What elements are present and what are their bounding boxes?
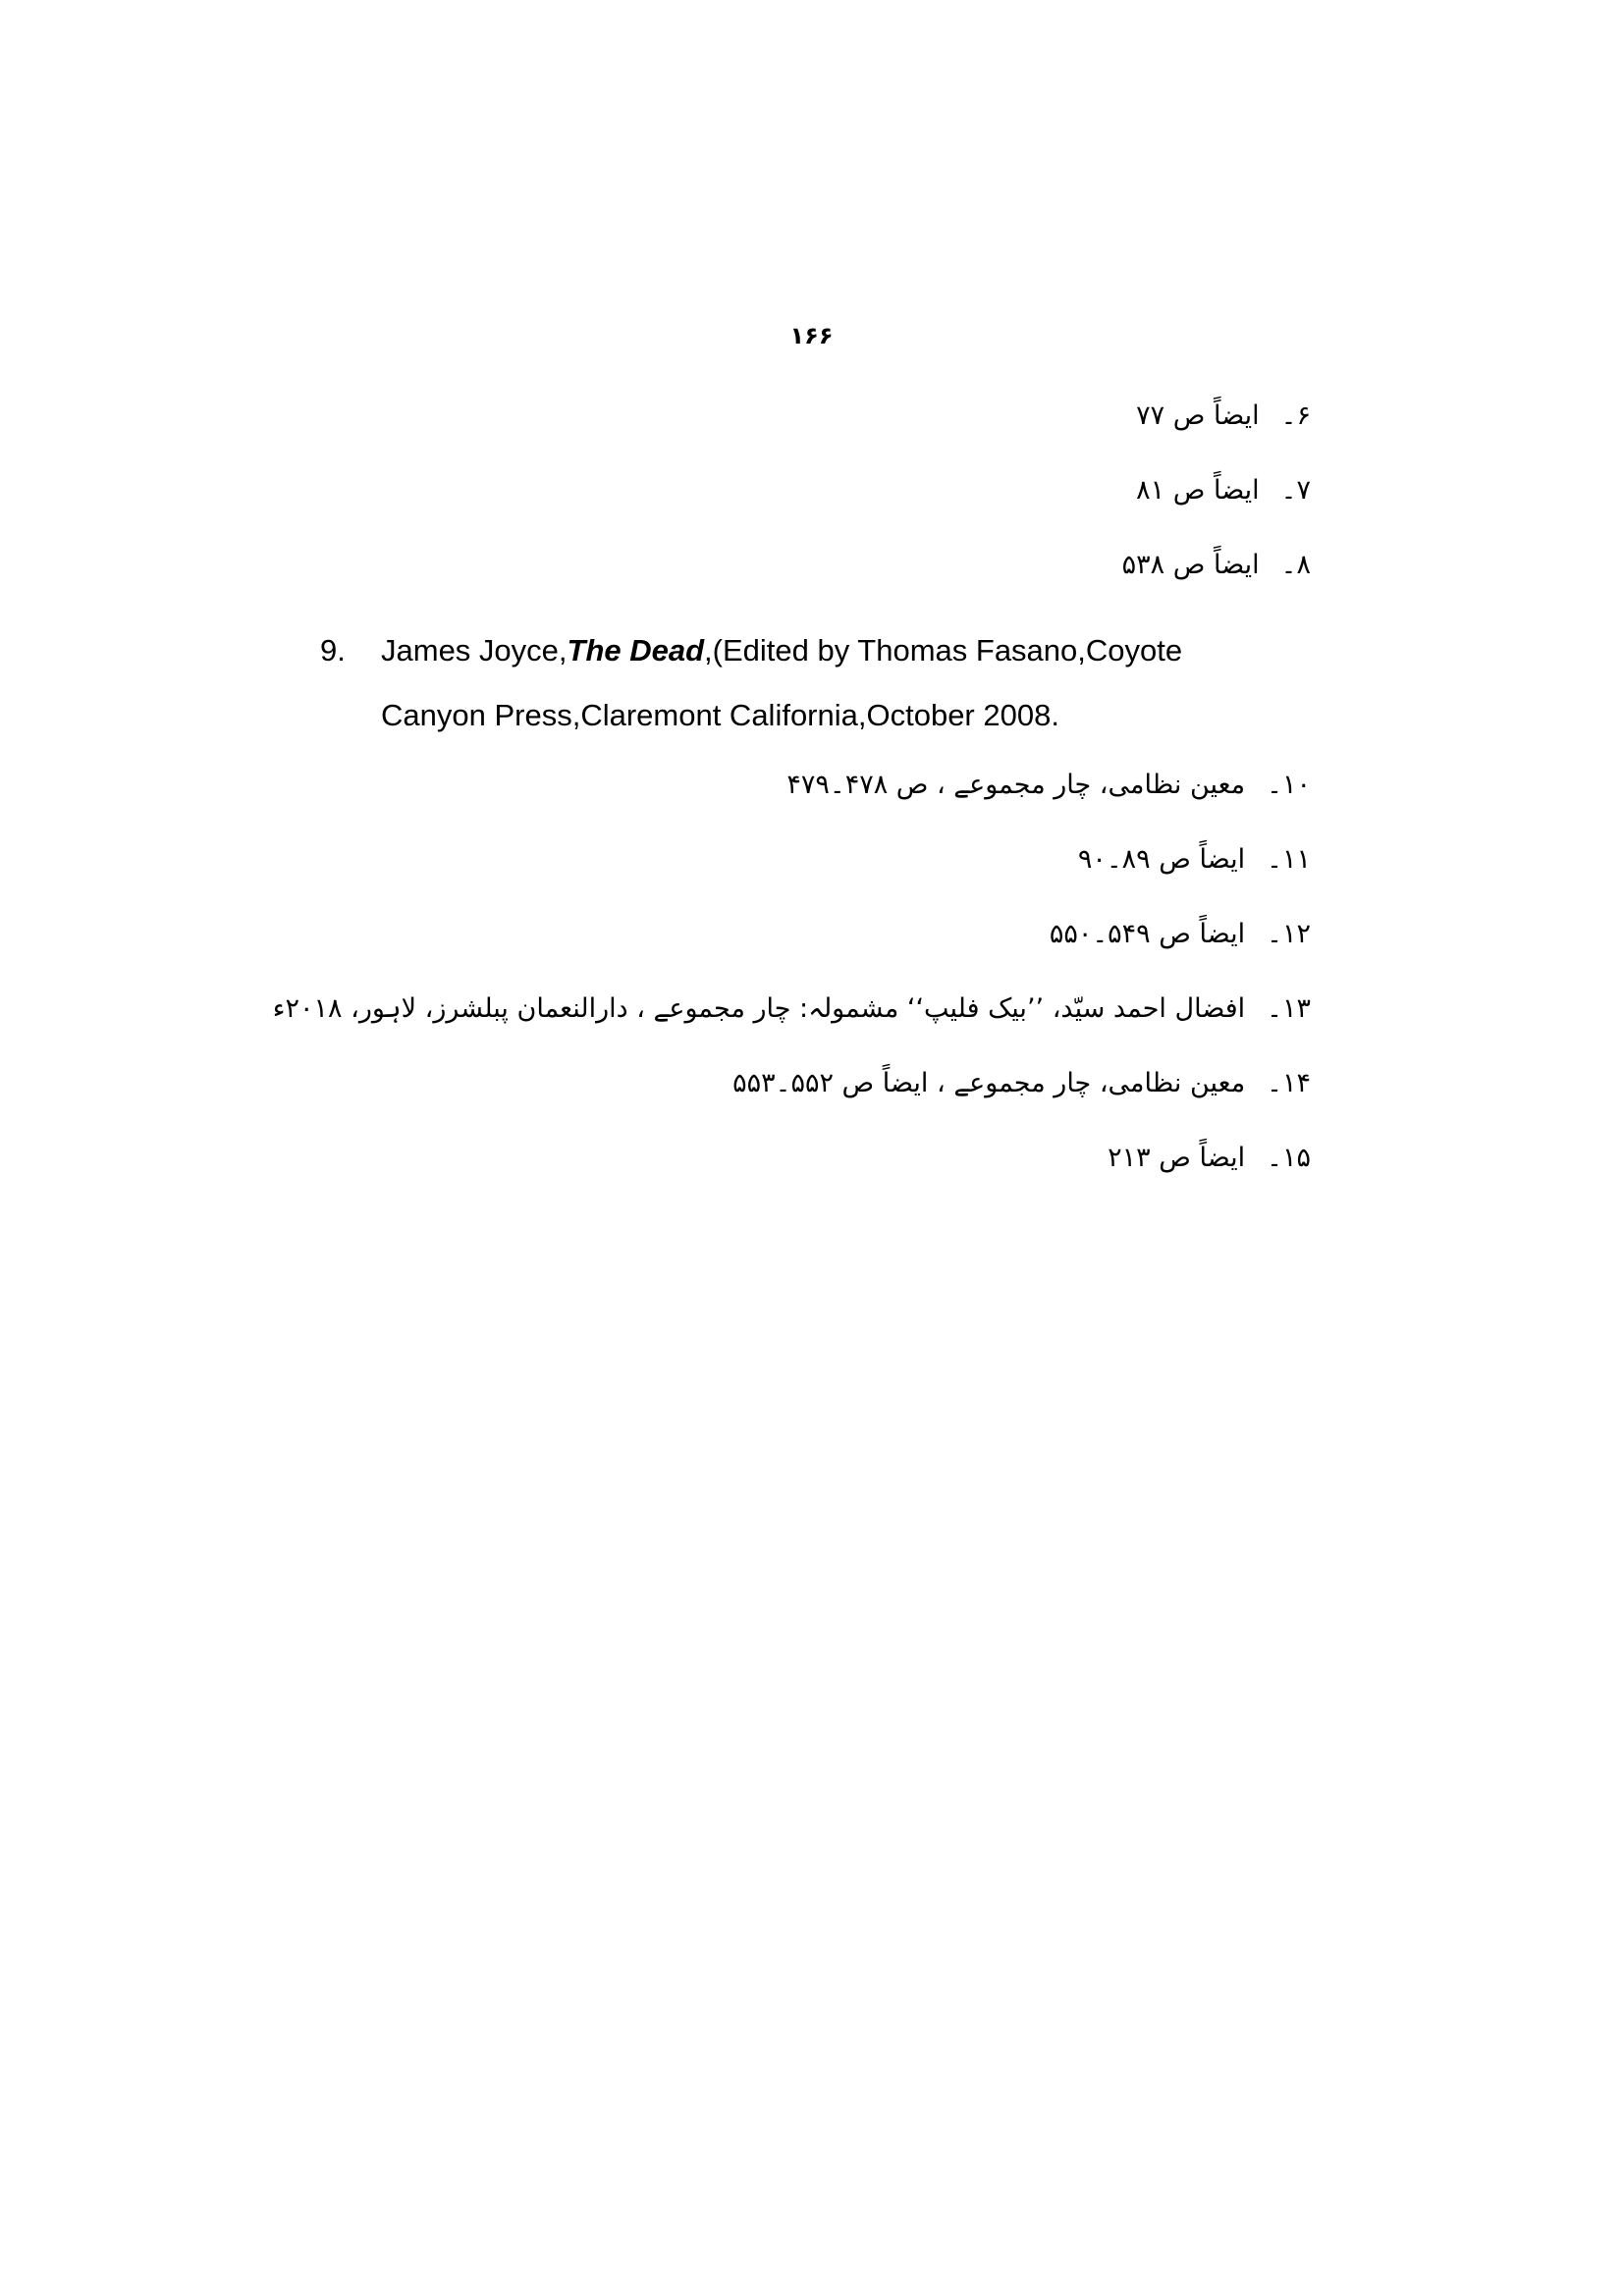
footnote-8: [1122, 546, 1311, 585]
footnote-number: ۱۰۔: [1267, 770, 1311, 800]
footnote-9: [320, 618, 1253, 748]
footnote-text: ایضاً ص ۸۱: [1136, 475, 1260, 506]
footnote-number: 9.: [320, 633, 346, 667]
footnote-number: ۱۱۔: [1267, 844, 1311, 875]
footnote-11: [1078, 840, 1311, 880]
footnote-14: [732, 1064, 1311, 1103]
footnote-text: ایضاً ص ۸۹۔۹۰: [1077, 844, 1246, 875]
page-number: ۱۶۶: [789, 322, 834, 349]
footnote-number: ۸۔: [1280, 550, 1311, 580]
footnote-9-line-1: [320, 618, 1253, 683]
footnote-number: ۷۔: [1280, 475, 1311, 506]
footnote-10: [786, 766, 1311, 805]
footnote-text: ایضاً ص ۵۴۹۔۵۵۰: [1049, 919, 1246, 949]
footnote-number: ۱۴۔: [1267, 1068, 1311, 1098]
footnote-7: [1136, 471, 1311, 510]
footnote-15: [1108, 1139, 1311, 1178]
footnote-9-line-2: Canyon Press,Claremont California,October 2008.: [381, 698, 1059, 732]
footnote-13: [273, 989, 1311, 1029]
footnote-6: [1136, 397, 1311, 436]
publication-details: ,(Edited by Thomas Fasano,Coyote: [704, 633, 1183, 667]
work-title: The Dead: [567, 633, 705, 667]
footnote-12: [1050, 915, 1311, 954]
author: James Joyce,: [381, 633, 568, 667]
footnote-text: معین نظامی، چار مجموعے ، ایضاً ص ۵۵۲۔۵۵۳: [732, 1068, 1246, 1098]
footnote-text: ایضاً ص ۲۱۳: [1108, 1143, 1246, 1173]
footnote-text: افضال احمد سیّد، ’’بیک فلیپ‘‘ مشمولہ: چار مجموعے ، دارالنعمان پبلشرز، لاہور، ۲۰۱۸ء: [272, 993, 1246, 1024]
footnote-number: ۶۔: [1280, 400, 1311, 431]
footnote-text: ایضاً ص ۵۳۸: [1121, 550, 1260, 580]
footnote-number: ۱۵۔: [1267, 1143, 1311, 1173]
footnote-number: ۱۲۔: [1267, 919, 1311, 949]
footnote-text: معین نظامی، چار مجموعے ، ص ۴۷۸۔۴۷۹: [786, 770, 1246, 800]
footnote-number: ۱۳۔: [1267, 993, 1311, 1024]
footnote-text: ایضاً ص ۷۷: [1136, 400, 1260, 431]
